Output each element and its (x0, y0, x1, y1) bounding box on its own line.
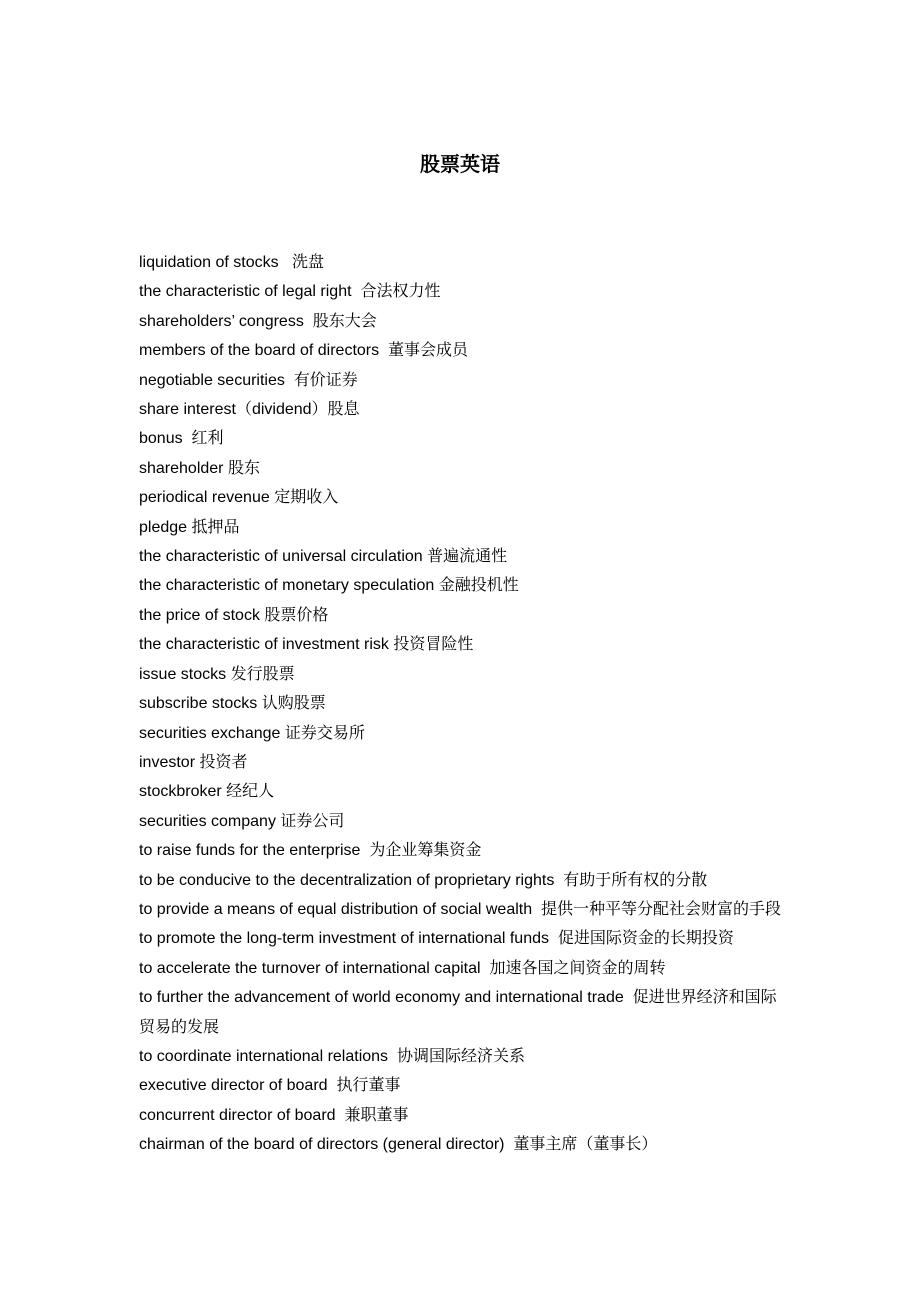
entry-chinese-term: 投资者 (199, 751, 248, 771)
entry-chinese-term: 促进世界经济和国际贸易的发展 (139, 987, 777, 1036)
entry-english-term: bonus (139, 430, 192, 448)
entry-english-term: to promote the long-term investment of international funds (139, 930, 558, 948)
glossary-entry (139, 424, 789, 453)
glossary-entry (139, 248, 789, 277)
entry-chinese-term: 董事主席（董事长） (513, 1134, 658, 1154)
glossary-entry (139, 277, 789, 306)
entry-chinese-term: 有价证券 (293, 369, 358, 389)
entry-chinese-term: 股息 (327, 399, 360, 419)
entry-chinese-term: 认购股票 (261, 693, 326, 713)
glossary-entry (139, 336, 789, 365)
glossary-entry (139, 719, 789, 748)
entry-chinese-term: 股票价格 (264, 604, 329, 624)
entry-english-term: negotiable securities (139, 371, 294, 389)
glossary-entry (139, 954, 789, 983)
entry-chinese-term: 兼职董事 (344, 1104, 409, 1124)
glossary-entry (139, 689, 789, 718)
glossary-entry (139, 1130, 789, 1159)
entry-english-term: to coordinate international relations (139, 1047, 397, 1065)
entry-chinese-term: 提供一种平等分配社会财富的手段 (541, 898, 782, 918)
entry-english-term: to raise funds for the enterprise (139, 842, 370, 860)
entry-chinese-term: 协调国际经济关系 (396, 1045, 525, 1065)
entry-english-term: issue stocks (139, 665, 231, 683)
entry-english-term: securities company (139, 812, 281, 830)
document-title: 股票英语 (420, 152, 500, 176)
glossary-entry (139, 660, 789, 689)
glossary-entry (139, 483, 789, 512)
entry-english-term: concurrent director of board (139, 1106, 345, 1124)
entry-english-term: securities exchange (139, 724, 285, 742)
glossary-entry (139, 630, 789, 659)
entry-english-term: liquidation of stocks (139, 254, 292, 271)
glossary-entry (139, 307, 789, 336)
entry-english-term: subscribe stocks (139, 695, 262, 713)
glossary-entry (139, 866, 789, 895)
entry-english-term: investor (139, 753, 200, 771)
glossary-entry (139, 366, 789, 395)
entry-english-term: to be conducive to the decentralization of proprietary rights (139, 871, 564, 889)
glossary-entry (139, 542, 789, 571)
entry-chinese-term: 发行股票 (230, 663, 295, 683)
entry-chinese-term: 红利 (191, 428, 224, 448)
glossary-entry (139, 924, 789, 953)
glossary-entry (139, 836, 789, 865)
glossary-entry (139, 895, 789, 924)
entry-chinese-term: 执行董事 (336, 1075, 401, 1095)
glossary-entry (139, 983, 789, 1042)
entry-english-term: executive director of board (139, 1077, 337, 1095)
entry-chinese-term: 股东 (227, 457, 260, 477)
entry-english-term: the characteristic of investment risk (139, 636, 394, 654)
glossary-entry (139, 807, 789, 836)
entry-chinese-term: 加速各国之间资金的周转 (489, 957, 666, 977)
entry-english-term: chairman of the board of directors (general director) (139, 1136, 514, 1154)
entry-english-term: shareholder (139, 459, 228, 477)
entry-chinese-term: 经纪人 (226, 781, 275, 801)
entry-chinese-term: 普遍流通性 (427, 546, 508, 566)
entry-chinese-term: 投资冒险性 (393, 634, 474, 654)
entry-english-term: the price of stock (139, 606, 265, 624)
entry-chinese-term: 证券交易所 (284, 722, 365, 742)
glossary-entry (139, 571, 789, 600)
entry-english-term: share interest（dividend） (139, 401, 328, 419)
entry-english-term: the characteristic of monetary speculation (139, 577, 439, 595)
entry-chinese-term: 董事会成员 (388, 340, 469, 360)
glossary-entry (139, 1071, 789, 1100)
entry-chinese-term: 证券公司 (280, 810, 345, 830)
glossary-entry (139, 1101, 789, 1130)
entry-chinese-term: 定期收入 (274, 487, 339, 507)
glossary-entry (139, 601, 789, 630)
entry-chinese-term: 为企业筹集资金 (369, 840, 482, 860)
entry-english-term: to accelerate the turnover of international capital (139, 959, 490, 977)
entry-english-term: the characteristic of legal right (139, 283, 361, 301)
entry-english-term: to provide a means of equal distribution of social wealth (139, 900, 542, 918)
entry-chinese-term: 促进国际资金的长期投资 (557, 928, 734, 948)
entry-english-term: the characteristic of universal circulation (139, 548, 428, 566)
entry-english-term: to further the advancement of world economy and international trade (139, 989, 633, 1007)
glossary-entry (139, 513, 789, 542)
entry-chinese-term: 股东大会 (312, 310, 377, 330)
entry-chinese-term: 抵押品 (191, 516, 240, 536)
glossary-list (139, 248, 789, 1160)
entry-english-term: pledge (139, 518, 192, 536)
entry-chinese-term: 洗盘 (291, 252, 324, 271)
glossary-entry (139, 1042, 789, 1071)
entry-english-term: stockbroker (139, 783, 227, 801)
entry-english-term: periodical revenue (139, 489, 275, 507)
glossary-entry (139, 454, 789, 483)
glossary-entry (139, 395, 789, 424)
glossary-entry (139, 748, 789, 777)
entry-chinese-term: 有助于所有权的分散 (563, 869, 708, 889)
glossary-entry (139, 777, 789, 806)
entry-english-term: shareholders’ congress (139, 312, 313, 330)
entry-chinese-term: 合法权力性 (360, 281, 441, 301)
entry-english-term: members of the board of directors (139, 342, 388, 360)
entry-chinese-term: 金融投机性 (438, 575, 519, 595)
